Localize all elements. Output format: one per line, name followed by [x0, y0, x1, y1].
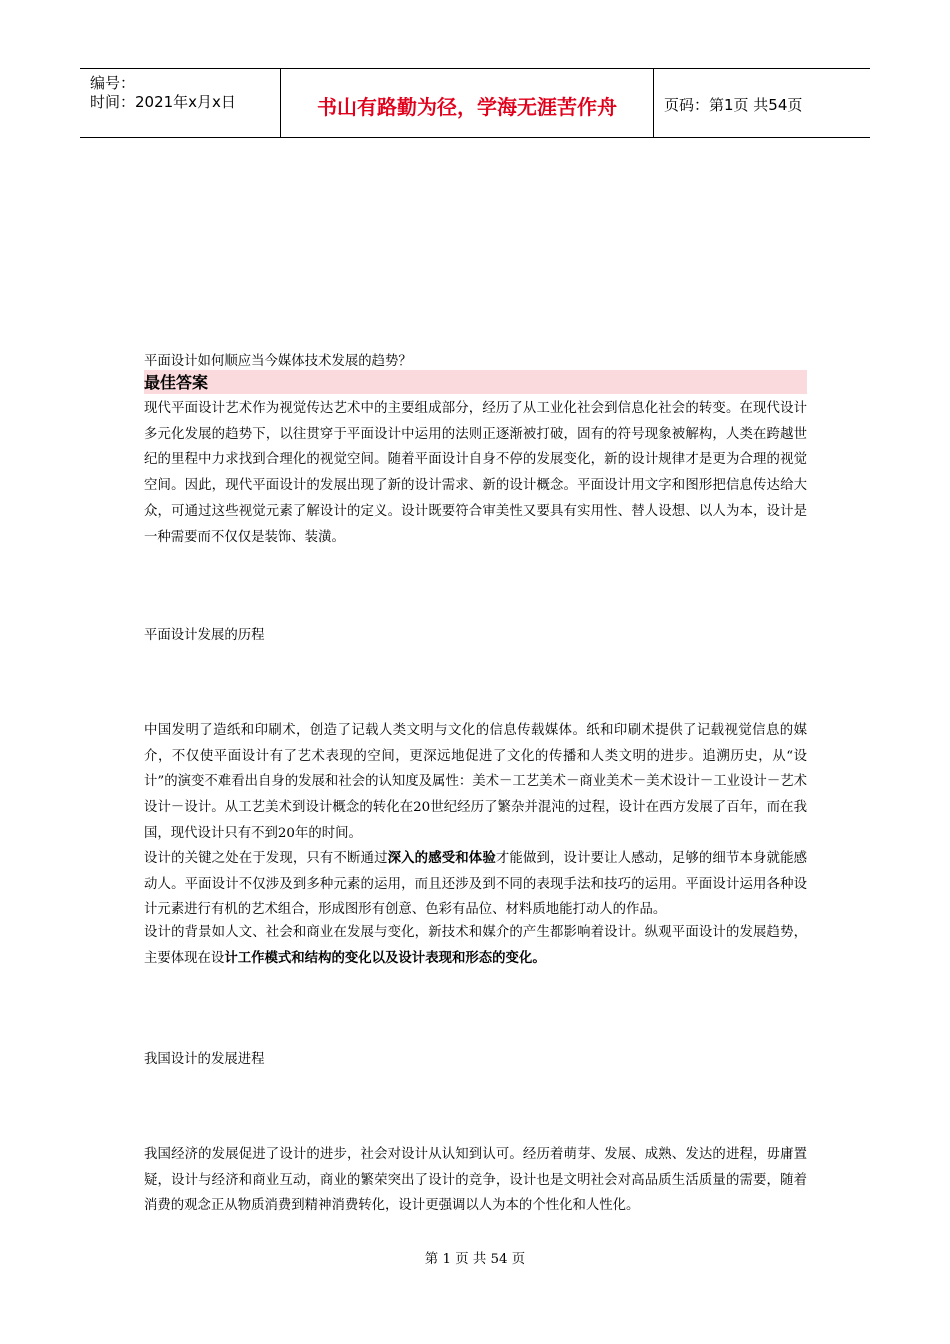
paragraph-key-bold: 深入的感受和体验 — [387, 851, 496, 866]
question-title: 平面设计如何顺应当今媒体技术发展的趋势？ — [144, 354, 412, 369]
serial-label: 编号： — [90, 74, 136, 92]
document-header — [80, 68, 870, 138]
paragraph-trend-before: 设计的背景如人文、社会和商业在发展与变化，新技术和媒介的产生都影响着设计。纵观平面设计的发展趋势，主要体现在设 — [144, 925, 807, 966]
paragraph-key — [144, 846, 807, 923]
motto: 书山有路勤为径，学海无涯苦作舟 — [317, 95, 617, 119]
best-answer-label: 最佳答案 — [144, 370, 807, 394]
header-motto-cell — [281, 69, 654, 137]
heading-progress: 我国设计的发展进程 — [144, 1052, 265, 1067]
heading-history: 平面设计发展的历程 — [144, 628, 265, 643]
paragraph-intro: 现代平面设计艺术作为视觉传达艺术中的主要组成部分，经历了从工业化社会到信息化社会的转变。在现代设计多元化发展的趋势下，以往贯穿于平面设计中运用的法则正逐渐被打破，固有的符号现象被解构，人类在跨越世纪的里程中力求找到合理化的视觉空间。随着平面设计自身不停的发展变化，新的设计规律才是更为合理的视觉空间。因此，现代平面设计的发展出现了新的设计需求、新的设计概念。平面设计用文字和图形把信息传达给大众，可通过这些视觉元素了解设计的定义。设计既要符合审美性又要具有实用性、替人设想、以人为本，设计是一种需要而不仅仅是装饰、装潢。 — [144, 401, 807, 545]
page-footer: 第 1 页 共 54 页 — [424, 1252, 526, 1267]
paragraph-history: 中国发明了造纸和印刷术，创造了记载人类文明与文化的信息传载媒体。纸和印刷术提供了记载视觉信息的媒介，不仅使平面设计有了艺术表现的空间，更深远地促进了文化的传播和人类文明的进步。追溯历史，从“设计”的演变不难看出自身的发展和社会的认知度及属性：美术－工艺美术－商业美术－美术设计－工业设计－艺术设计－设计。从工艺美术到设计概念的转化在20世纪经历了繁杂并混沌的过程，设计在西方发展了百年，而在我国，现代设计只有不到20年的时间。 — [144, 723, 807, 841]
paragraph-key-after: 才能做到，设计要让人感动，足够的细节本身就能感动人。平面设计不仅涉及到多种元素的运用，而且还涉及到不同的表现手法和技巧的运用。平面设计运用各种设计元素进行有机的艺术组合，形成图形有创意、色彩有品位、材料质地能打动人的作品。 — [144, 851, 808, 918]
paragraph-trend — [144, 920, 807, 971]
page-info: 页码：第1页 共54页 — [664, 96, 803, 114]
date-label: 时间：2021年x月x日 — [90, 93, 236, 111]
header-page-cell — [654, 69, 870, 137]
paragraph-trend-bold: 计工作模式和结构的变化以及设计表现和形态的变化。 — [224, 950, 546, 966]
paragraph-progress: 我国经济的发展促进了设计的进步，社会对设计从认知到认可。经历着萌芽、发展、成熟、发达的进程，毋庸置疑，设计与经济和商业互动，商业的繁荣突出了设计的竞争，设计也是文明社会对高品质生活质量的需要，随着消费的观念正从物质消费到精神消费转化，设计更强调以人为本的个性化和人性化。 — [144, 1147, 807, 1214]
paragraph-key-before: 设计的关键之处在于发现，只有不断通过 — [144, 851, 388, 866]
header-meta-cell — [80, 69, 281, 137]
